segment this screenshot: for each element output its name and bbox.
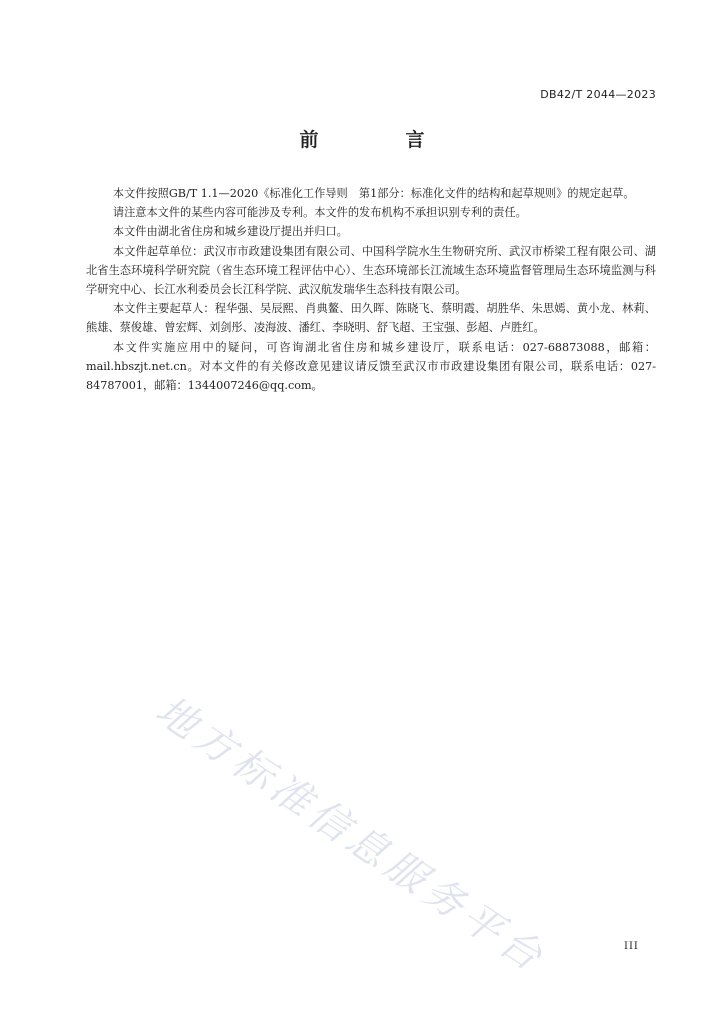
- watermark-text: 地方标准信息服务平台: [147, 687, 555, 983]
- paragraph-drafting-units: 本文件起草单位：武汉市市政建设集团有限公司、中国科学院水生生物研究所、武汉市桥梁工程有限公司、湖北省生态环境科学研究院（省生态环境工程评估中心）、生态环境部长江流域生态环境监督管理局生态环境监测与科学研究中心、长江水利委员会长江科学院、武汉航发瑞华生态科技有限公司。: [86, 244, 656, 297]
- paragraph-patent-notice: 请注意本文件的某些内容可能涉及专利。本文件的发布机构不承担识别专利的责任。: [112, 206, 527, 220]
- page-title: 前 言: [299, 129, 459, 151]
- paragraph-contact: 本文件实施应用中的疑问，可咨询湖北省住房和城乡建设厅，联系电话：027-68873088，邮箱：mail.hbszjt.net.cn。对本文件的有关修改意见建议请反馈至武汉市市政建设集团有限公司，联系电话：027-84787001，邮箱：1344007246@qq.com。: [86, 340, 656, 393]
- paragraph-drafting-rules: 本文件按照GB/T 1.1—2020《标准化工作导则 第1部分：标准化文件的结构和起草规则》的规定起草。: [112, 187, 635, 200]
- paragraph-proposer: 本文件由湖北省住房和城乡建设厅提出并归口。: [112, 225, 348, 239]
- page-number: III: [624, 941, 639, 952]
- paragraph-drafters: 本文件主要起草人：程华强、吴辰熙、肖典鳌、田久晖、陈晓飞、蔡明霞、胡胜华、朱思嫣、黄小龙、林莉、熊雄、蔡俊雄、曾宏辉、刘剑彤、凌海波、潘红、李晓明、舒飞超、王宝强、彭超、卢胜红。: [86, 302, 656, 335]
- foreword-body: [86, 184, 656, 395]
- standard-code: DB42/T 2044—2023: [540, 88, 656, 101]
